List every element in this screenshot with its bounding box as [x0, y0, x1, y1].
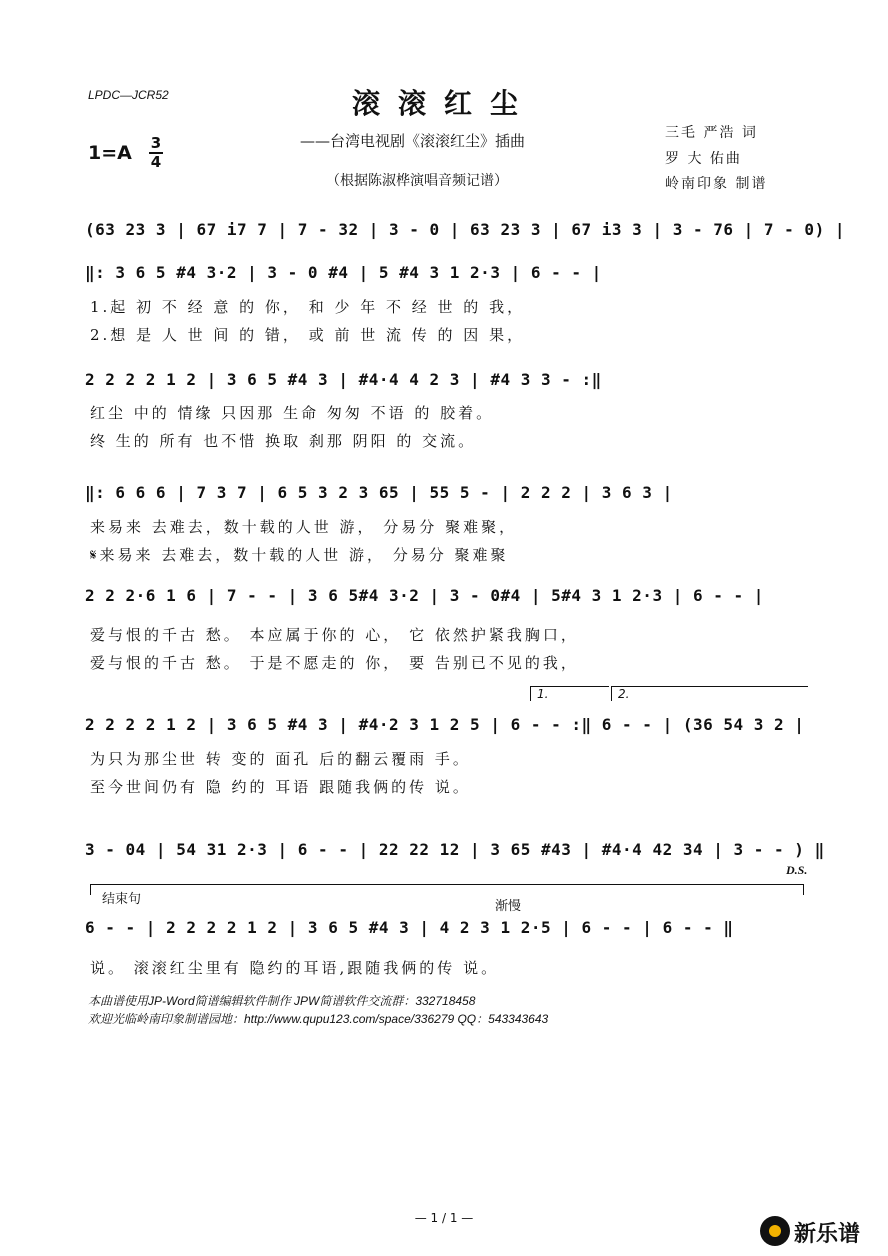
time-signature	[149, 136, 163, 170]
lyric-line: 2.想 是 人 世 间 的 错， 或 前 世 流 传 的 因 果，	[90, 326, 526, 344]
score-line-1: ‖: 3 6 5 #4 3·2 | 3 - 0 #4 | 5 #4 3 1 2·3 | 6 - - |	[85, 263, 602, 282]
tempo-mark: 渐慢	[495, 899, 522, 914]
score-line-2: 2 2 2 2 1 2 | 3 6 5 #4 3 | #4·4 4 2 3 | #4 3 3 - :‖	[85, 370, 602, 389]
score-code: LPDC—JCR52	[88, 88, 169, 102]
time-signature-top: 3	[150, 134, 162, 152]
ending-bracket	[90, 884, 804, 895]
logo-text: 新乐谱	[794, 1222, 861, 1247]
credit-composer: 罗 大 佑曲	[665, 151, 742, 167]
lyric-line: 红尘 中的 情缘 只因那 生命 匆匆 不语 的 胶着。	[90, 404, 495, 422]
lyric-line: 爱与恨的千古 愁。 本应属于你的 心， 它 依然护紧我胸口，	[90, 626, 579, 644]
lyric-line: 说。 滚滚红尘里有 隐约的耳语,跟随我俩的传 说。	[90, 959, 500, 977]
time-signature-bottom: 4	[150, 153, 162, 171]
lyric-line: 𝄋来易来 去难去，数十载的人世 游， 分易分 聚难聚	[90, 546, 509, 564]
page-number: — 1 / 1 —	[414, 1211, 474, 1225]
dal-segno-mark: D.S.	[786, 863, 808, 877]
lyric-line: 为只为那尘世 转 变的 面孔 后的翻云覆雨 手。	[90, 750, 471, 768]
credit-arranger: 岭南印象 制谱	[665, 176, 768, 192]
score-line-interlude: 3 - 04 | 54 31 2·3 | 6 - - | 22 22 12 | 3 65 #43 | #4·4 42 34 | 3 - - ) ‖	[85, 840, 825, 859]
song-subtitle: ——台湾电视剧《滚滚红尘》插曲	[300, 132, 526, 150]
volta-second: 2.	[611, 686, 808, 701]
vinyl-icon	[760, 1216, 790, 1246]
lyric-line: 爱与恨的千古 愁。 于是不愿走的 你， 要 告别已不见的我，	[90, 654, 579, 672]
lyric-line: 来易来 去难去，数十载的人世 游， 分易分 聚难聚，	[90, 518, 518, 536]
score-line-5: 2 2 2 2 1 2 | 3 6 5 #4 3 | #4·2 3 1 2 5 | 6 - - :‖ 6 - - | (36 54 3 2 |	[85, 715, 805, 734]
transcription-source: （根据陈淑桦演唱音频记谱）	[326, 173, 508, 189]
song-title: 滚滚红尘	[351, 87, 536, 120]
credit-lyricist: 三毛 严浩 词	[665, 125, 758, 141]
lyric-line: 终 生的 所有 也不惜 换取 刹那 阴阳 的 交流。	[90, 432, 477, 450]
footer-software-note: 本曲谱使用JP-Word简谱编辑软件制作 JPW简谱软件交流群：332718458	[88, 994, 476, 1008]
footer-website-note: 欢迎光临岭南印象制谱园地：http://www.qupu123.com/space/336279 QQ：543343643	[88, 1012, 549, 1026]
lyric-line: 1.起 初 不 经 意 的 你， 和 少 年 不 经 世 的 我，	[90, 298, 526, 316]
volta-first: 1.	[530, 686, 609, 701]
score-line-intro: (63 23 3 | 67 i7 7 | 7 - 32 | 3 - 0 | 63 23 3 | 67 i3 3 | 3 - 76 | 7 - 0) |	[85, 220, 845, 239]
ending-label: 结束句	[102, 892, 142, 907]
lyric-line: 至今世间仍有 隐 约的 耳语 跟随我俩的传 说。	[90, 778, 471, 796]
key-signature: 1=A	[88, 142, 132, 164]
site-logo	[760, 1216, 878, 1248]
score-line-4: 2 2 2·6 1 6 | 7 - - | 3 6 5#4 3·2 | 3 - 0#4 | 5#4 3 1 2·3 | 6 - - |	[85, 586, 764, 605]
score-line-3: ‖: 6 6 6 | 7 3 7 | 6 5 3 2 3 65 | 55 5 - | 2 2 2 | 3 6 3 |	[85, 483, 673, 502]
score-line-ending: 6 - - | 2 2 2 2 1 2 | 3 6 5 #4 3 | 4 2 3 1 2·5 | 6 - - | 6 - - ‖	[85, 918, 734, 937]
